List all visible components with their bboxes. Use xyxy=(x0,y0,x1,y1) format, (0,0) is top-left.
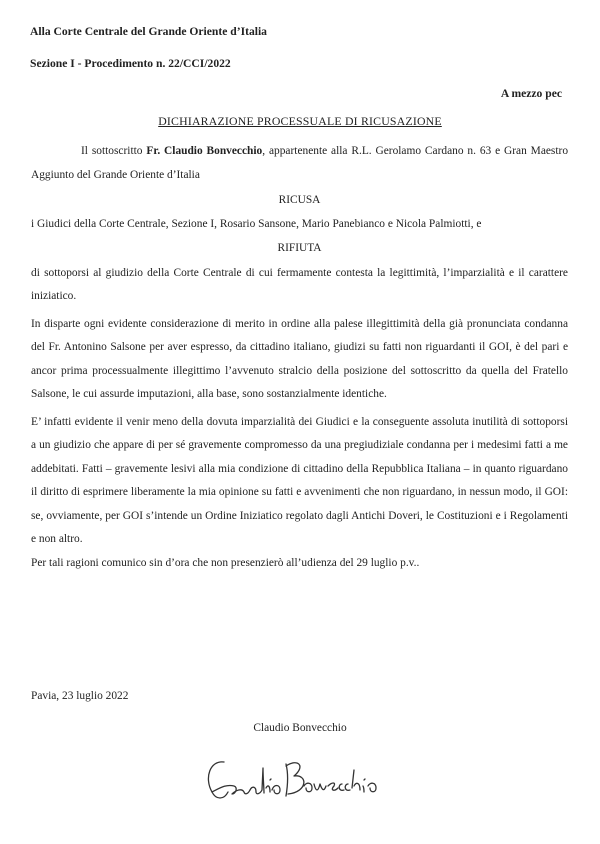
case-reference: Sezione I - Procedimento n. 22/CCI/2022 xyxy=(30,57,231,70)
addressee-line: Alla Corte Centrale del Grande Oriente d’Italia xyxy=(30,25,267,38)
delivery-method: A mezzo pec xyxy=(500,87,562,100)
paragraph-1: In disparte ogni evidente considerazione di merito in ordine alla palese illegittimità della già pronunciata condanna del Fr. Antonino Salsone per aver espresso, da cittadino italiano, giudizi su fatti non riguardanti il GOI, è del pari e ancor prima processualmente illegittimo l’avvenuto stralcio della posizione del sottoscritto da quella del Fratello Salsone, le cui assurde imputazioni, alla base, sono sostanzialmente identiche. xyxy=(31,317,568,400)
paragraph-2: E’ infatti evidente il venir meno della dovuta imparzialità dei Giudici e la conseguente assoluta inutilità di sottoporsi a un giudizio che appare di per sé gravemente compromesso da una pregiudiziale condanna per i medesimi fatti a me addebitati. Fatti – gravemente lesivi alla mia condizione di cittadino della Repubblica Italiana – in quanto riguardano il diritto di esprimere liberamente la mia opinione su fatti e avvenimenti che non riguardano, in nessun modo, il GOI: se, ovviamente, per GOI s’intende un Ordine Iniziatico regolato dagli Antichi Doveri, le Costituzioni e i Regolamenti e non altro. xyxy=(31,415,568,545)
refusal-heading: RIFIUTA xyxy=(277,242,322,254)
document-body xyxy=(31,140,568,575)
document-title: DICHIARAZIONE PROCESSUALE DI RICUSAZIONE xyxy=(158,114,442,128)
place-date: Pavia, 23 luglio 2022 xyxy=(31,690,129,702)
intro-paragraph xyxy=(31,140,568,187)
refusal-paragraph: di sottoporsi al giudizio della Corte Centrale di cui fermamente contesta la legittimità, l’imparzialità e il carattere iniziatico. xyxy=(31,266,568,302)
recusal-heading: RICUSA xyxy=(278,194,321,206)
declarant-name: Fr. Claudio Bonvecchio xyxy=(146,145,263,157)
intro-prefix: Il sottoscritto xyxy=(81,145,147,157)
intro-suffix: , appartenente alla R.L. Gerolamo Cardano n. 63 e Gran Maestro Aggiunto del Grande Oriente d’Italia xyxy=(31,145,569,181)
handwritten-signature xyxy=(200,748,390,808)
recused-judges: i Giudici della Corte Centrale, Sezione I, Rosario Sansone, Mario Panebianco e Nicola Palmiotti, e xyxy=(31,217,482,230)
signer-name: Claudio Bonvecchio xyxy=(253,722,347,734)
paragraph-3: Per tali ragioni comunico sin d’ora che non presenzierò all’udienza del 29 luglio p.v.. xyxy=(31,556,420,569)
